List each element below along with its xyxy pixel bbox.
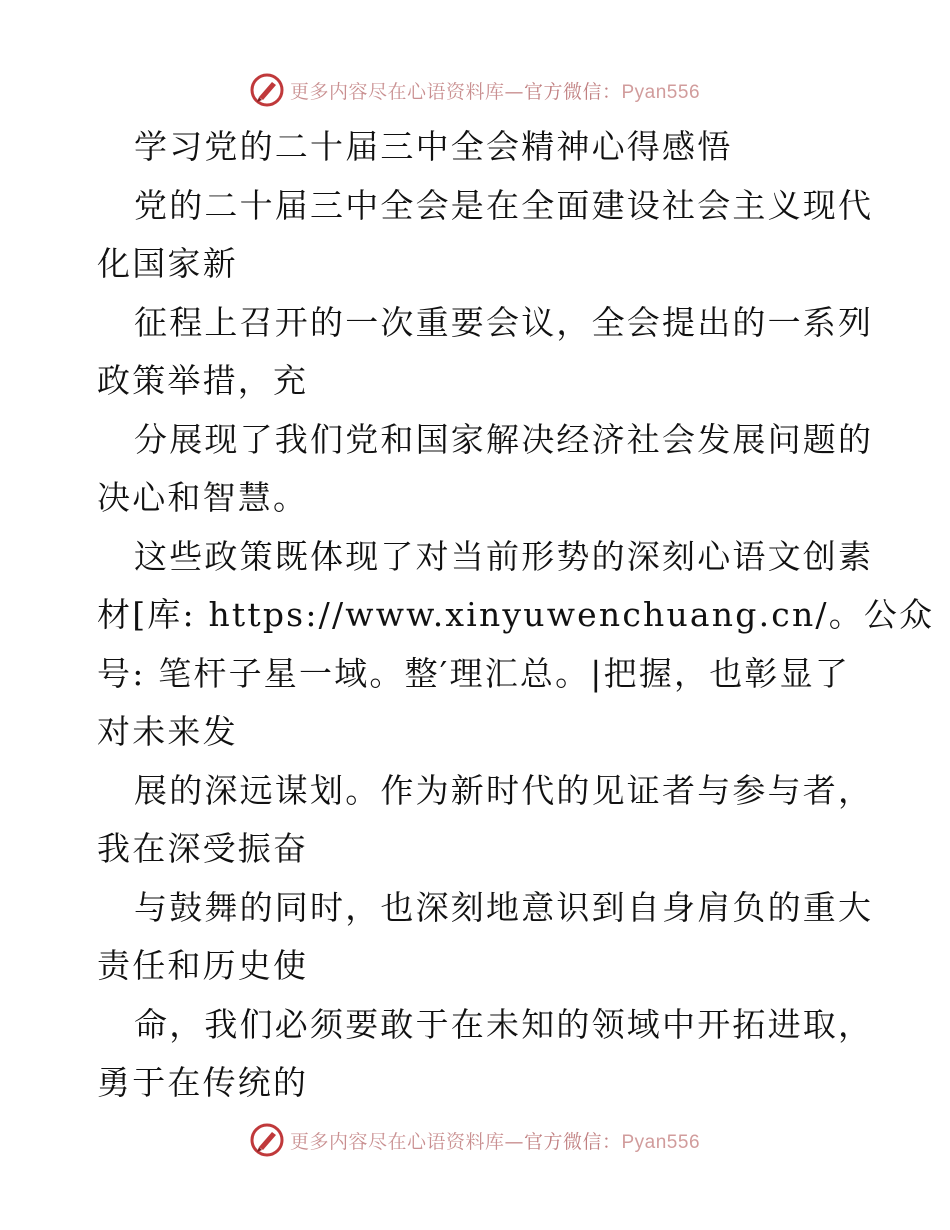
pen-logo-icon	[250, 1123, 284, 1157]
document-title: 学习党的二十届三中全会精神心得感悟	[134, 127, 733, 166]
paragraph-line: 分展现了我们党和国家解决经济社会发展问题的	[134, 419, 874, 459]
banner-slogan: 更多内容尽在心语资料库	[289, 80, 505, 103]
paragraph-line: 责任和历史使	[97, 946, 309, 985]
banner-text	[290, 77, 700, 104]
paragraph-line: 号: 笔杆子星一域。整′理汇总。|把握，也彰显了	[97, 653, 851, 693]
pen-logo-icon	[250, 73, 284, 107]
paragraph-line: 与鼓舞的同时，也深刻地意识到自身肩负的重大	[134, 887, 874, 927]
paragraph-line: 这些政策既体现了对当前形势的深刻心语文创素	[134, 536, 874, 576]
paragraph-line: 征程上召开的一次重要会议，全会提出的一系列	[134, 302, 874, 342]
paragraph-line: 命，我们必须要敢于在未知的领域中开拓进取，	[134, 1004, 874, 1044]
banner-wechat-label: 官方微信：	[523, 1130, 622, 1153]
paragraph-line: 展的深远谋划。作为新时代的见证者与参与者，	[134, 770, 874, 810]
paragraph-line: 勇于在传统的	[97, 1063, 309, 1102]
banner-dash: —	[504, 80, 524, 103]
banner-wechat-label: 官方微信：	[523, 80, 622, 103]
header-watermark-banner	[0, 70, 950, 110]
paragraph-line: 材[库: https://www.xinyuwenchuang.cn/。公众	[97, 595, 935, 634]
paragraph-line: 我在深受振奋	[97, 829, 309, 868]
paragraph-line: 决心和智慧。	[97, 478, 309, 517]
paragraph-line: 对未来发	[97, 712, 238, 751]
banner-text	[290, 1127, 700, 1154]
banner-wechat-id: Pyan556	[621, 1131, 701, 1153]
banner-dash: —	[504, 1130, 524, 1153]
document-body	[97, 118, 935, 1113]
banner-slogan: 更多内容尽在心语资料库	[289, 1130, 505, 1153]
paragraph-line: 党的二十届三中全会是在全面建设社会主义现代	[134, 185, 874, 225]
footer-watermark-banner	[0, 1120, 950, 1160]
banner-wechat-id: Pyan556	[621, 81, 701, 103]
paragraph-line: 化国家新	[97, 244, 238, 283]
paragraph-line: 政策举措，充	[97, 361, 309, 400]
